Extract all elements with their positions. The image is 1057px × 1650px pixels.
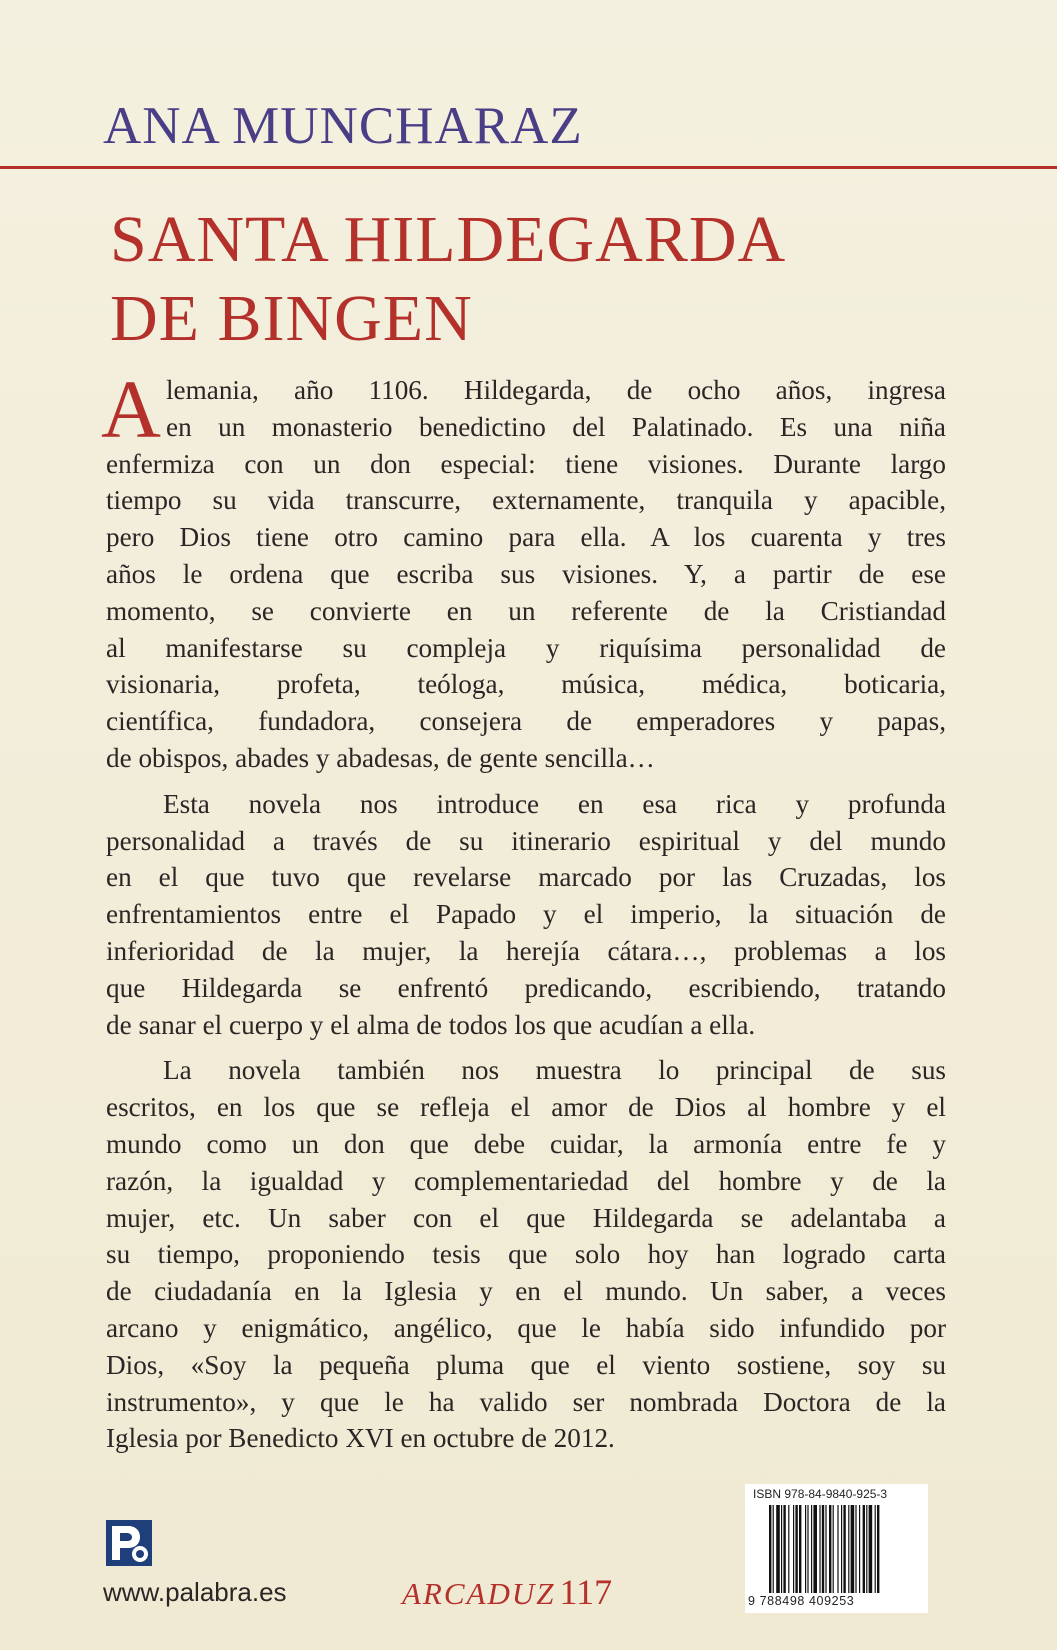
series-name: ARCADUZ xyxy=(402,1576,556,1611)
barcode-digits: 9 788498 409253 xyxy=(748,1594,855,1608)
drop-cap: A xyxy=(101,363,161,455)
text-line: de obispos, abades y abadesas, de gente sencilla… xyxy=(106,742,655,773)
synopsis-paragraph-2 xyxy=(106,786,946,1044)
text-line: arcano y enigmático, angélico, que le había sido infundido por xyxy=(106,1312,946,1343)
text-line: instrumento», y que le ha valido ser nombrada Doctora de la xyxy=(106,1386,946,1417)
book-title xyxy=(110,200,786,358)
text-line: en el que tuvo que revelarse marcado por las Cruzadas, los xyxy=(106,862,946,893)
text-line: su tiempo, proponiendo tesis que solo hoy han logrado carta xyxy=(106,1239,946,1270)
text-line: enfermiza con un don especial: tiene visiones. Durante largo xyxy=(106,448,946,479)
isbn-barcode-block xyxy=(745,1484,928,1613)
text-line: escritos, en los que se refleja el amor de Dios al hombre y el xyxy=(106,1092,946,1123)
series-number: 117 xyxy=(559,1572,613,1612)
text-line: tiempo su vida transcurre, externamente, tranquila y apacible, xyxy=(106,485,946,516)
text-line: mujer, etc. Un saber con el que Hildegarda se adelantaba a xyxy=(106,1202,946,1233)
text-line: Iglesia por Benedicto XVI en octubre de 2012. xyxy=(106,1423,615,1454)
text-line: La novela también nos muestra lo principal de sus xyxy=(163,1055,946,1086)
synopsis-paragraph-1 xyxy=(106,372,946,777)
author-name: ANA MUNCHARAZ xyxy=(103,97,583,155)
text-line: inferioridad de la mujer, la herejía cátara…, problemas a los xyxy=(106,935,946,966)
text-line: enfrentamientos entre el Papado y el imperio, la situación de xyxy=(106,899,946,930)
text-line: al manifestarse su compleja y riquísima personalidad de xyxy=(106,632,946,663)
text-line: científica, fundadora, consejera de emperadores y papas, xyxy=(106,706,946,737)
text-line: años le ordena que escriba sus visiones. Y, a partir de ese xyxy=(106,558,946,589)
text-line: momento, se convierte en un referente de la Cristiandad xyxy=(106,595,946,626)
series-label xyxy=(402,1571,612,1613)
text-line: en un monasterio benedictino del Palatinado. Es una niña xyxy=(166,411,946,442)
text-line: pero Dios tiene otro camino para ella. A los cuarenta y tres xyxy=(106,522,946,553)
text-line: personalidad a través de su itinerario espiritual y del mundo xyxy=(106,825,946,856)
red-divider-rule xyxy=(0,166,1057,169)
text-line: Dios, «Soy la pequeña pluma que el viento sostiene, soy su xyxy=(106,1349,946,1380)
text-line: lemania, año 1106. Hildegarda, de ocho años, ingresa xyxy=(166,375,946,405)
book-title-line-1: SANTA HILDEGARDA xyxy=(110,203,787,276)
palabra-logo-icon xyxy=(106,1520,152,1566)
text-line: visionaria, profeta, teóloga, música, médica, boticaria, xyxy=(106,669,946,700)
synopsis-text xyxy=(106,372,946,1457)
text-line: de sanar el cuerpo y el alma de todos los que acudían a ella. xyxy=(106,1009,756,1040)
text-line: razón, la igualdad y complementariedad del hombre y de la xyxy=(106,1165,946,1196)
text-line: que Hildegarda se enfrentó predicando, escribiendo, tratando xyxy=(106,972,946,1003)
synopsis-paragraph-3 xyxy=(106,1052,946,1457)
text-line: de ciudadanía en la Iglesia y en el mundo. Un saber, a veces xyxy=(106,1276,946,1307)
book-title-line-2: DE BINGEN xyxy=(110,282,473,355)
barcode-icon xyxy=(769,1505,917,1593)
text-line: mundo como un don que debe cuidar, la armonía entre fe y xyxy=(106,1128,946,1159)
text-line: Esta novela nos introduce en esa rica y profunda xyxy=(163,788,946,819)
isbn-label: ISBN 978-84-9840-925-3 xyxy=(753,1487,888,1501)
publisher-website: www.palabra.es xyxy=(103,1577,287,1607)
